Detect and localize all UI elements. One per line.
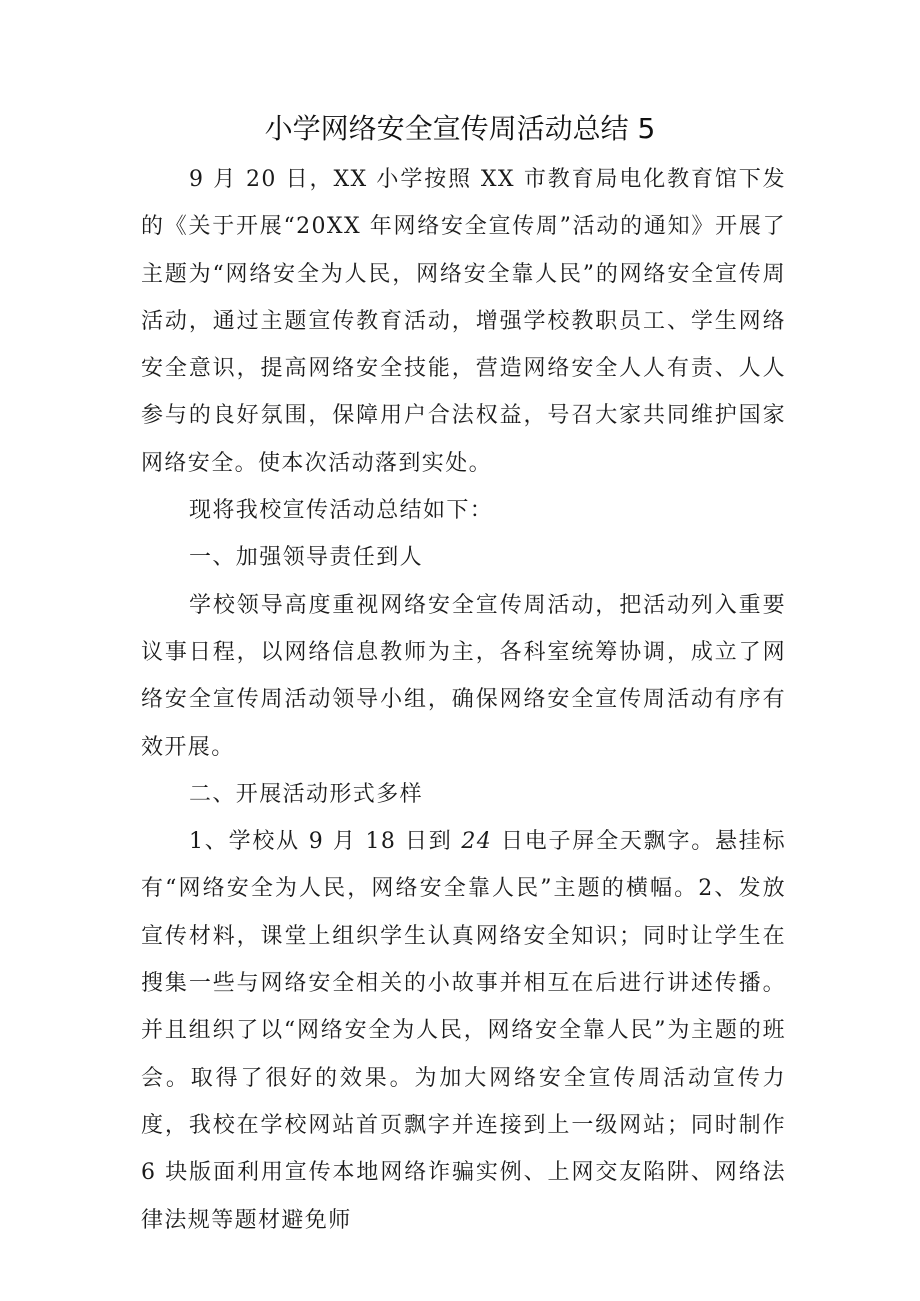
paragraph-activities <box>141 818 786 1244</box>
paragraph-activities-start: 1、学校从 9 月 18 日到 <box>189 829 462 855</box>
section-heading-2: 二、开展活动形式多样 <box>189 781 424 807</box>
italic-date-number: 24 <box>461 829 493 855</box>
paragraph-activities-rest: 日电子屏全天飘字。悬挂标有“网络安全为人民，网络安全靠人民”主题的横幅。2、发放宣传材料，课堂上组织学生认真网络安全知识；同时让学生在搜集一些与网络安全相关的小故事并相互在后进行讲述传播。并且组织了以“网络安全为人民，网络安全靠人民”为主题的班会。取得了很好的效果。为加大网络安全宣传周活动宣传力度，我校在学校网站首页飘字并连接到上一级网站；同时制作 6 块版面利用宣传本地网络诈骗实例、上网交友陷阱、网络法律法规等题材避免师 <box>141 829 786 1233</box>
paragraph-intro: 9 月 20 日，XX 小学按照 XX 市教育局电化教育馆下发的《关于开展“20XX 年网络安全宣传周”活动的通知》开展了主题为“网络安全为人民，网络安全靠人民”的网络安全宣传周活动，通过主题宣传教育活动，增强学校教职员工、学生网络安全意识，提高网络安全技能，营造网络安全人人有责、人人参与的良好氛围，保障用户合法权益，号召大家共同维护国家网络安全。使本次活动落到实处。 <box>141 167 786 476</box>
document-body <box>141 156 786 1244</box>
section-heading-1: 一、加强领导责任到人 <box>189 545 424 571</box>
document-title: 小学网络安全宣传周活动总结 5 <box>264 112 656 145</box>
paragraph-summary-lead: 现将我校宣传活动总结如下： <box>189 498 494 524</box>
paragraph-leadership: 学校领导高度重视网络安全宣传周活动，把活动列入重要议事日程，以网络信息教师为主，各科室统筹协调，成立了网络安全宣传周活动领导小组，确保网络安全宣传周活动有序有效开展。 <box>141 592 786 760</box>
